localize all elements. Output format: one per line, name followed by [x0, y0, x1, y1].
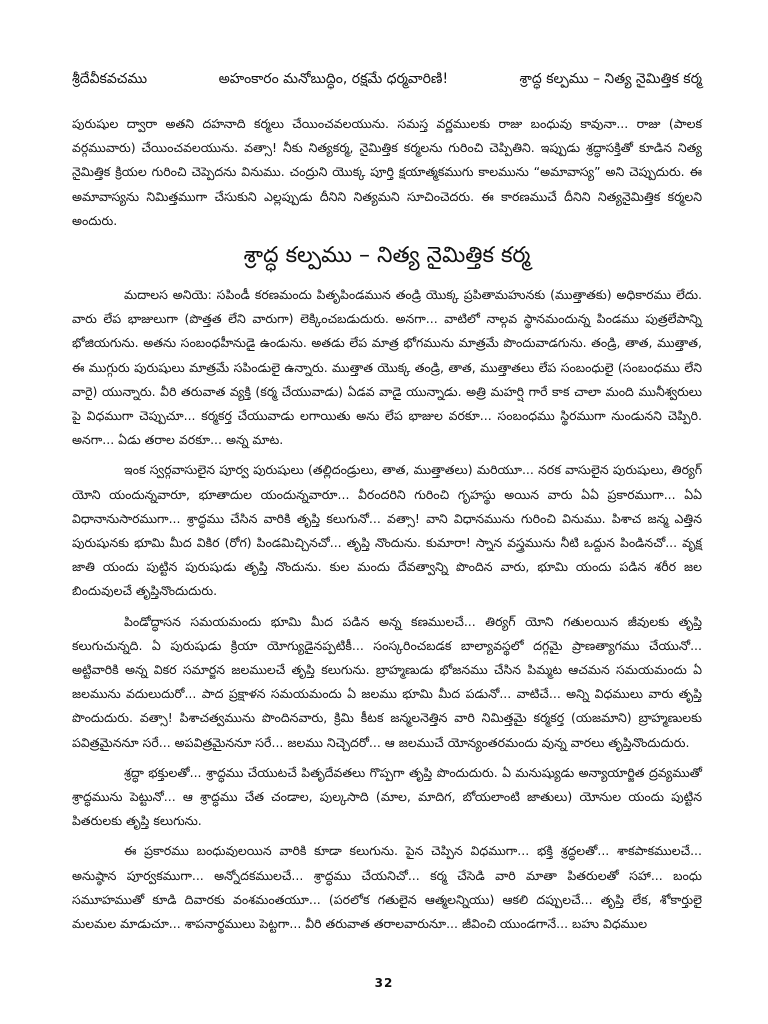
paragraph-5: ఈ ప్రకారము బంధువులయిన వారికి కూడా కలుగును. పైన చెప్పిన విధముగా... భక్తి శ్రద్ధలతో... శాకపాకములచే... అనుష్ఠాన పూర్వకముగా... అన్నోదకములచే... శ్రాద్ధము చేయనిచో... కర్మ చేసెడి వారి మాతా పితరులతో సహా... బంధు సమూహముతో కూడి దివారకు వంశమంతయూ... (పరలోక గతులైన ఆత్మలన్నియు) ఆకలి దప్పులచే... తృప్తి లేక, శోకార్తులై మలమల మాడుచూ... శాపనార్థములు పెట్టగా... వీరి తరువాత తరాలవారునూ... జీవించి యుండగానే... బహు విధముల — [72, 843, 702, 932]
header-book-title: శ్రీదేవీకవచము — [72, 70, 148, 87]
paragraph-4: శ్రద్ధా భక్తులతో... శ్రాద్ధము చేయుటచే పితృదేవతలు గొప్పగా తృప్తి పొందుదురు. ఏ మనుష్యుడు అన్యాయార్జిత ద్రవ్యముతో శ్రాద్ధమును పెట్టునో... ఆ శ్రాద్ధము చేత చండాల, పుల్కసాది (మాల, మాదిగ, బోయలాంటి జాతులు) యోనుల యందు పుట్టిన పితరులకు తృప్తి కలుగును. — [72, 764, 702, 829]
intro-paragraph: పురుషుల ద్వారా అతని దహనాది కర్మలు చేయించవలయును. సమస్త వర్ణములకు రాజు బంధువు కావునా... రాజు (పాలక వర్గమువారు) చేయించవలయును. వత్సా! నీకు నిత్యకర్మ, నైమిత్తిక కర్మలను గురించి చెప్పితిని. ఇప్పుడు శ్రద్ధాసక్తితో కూడిన నిత్య నైమిత్తిక క్రియల గురించి చెప్పెదను వినుము. చంద్రుని యొక్క పూర్తి క్షయాత్మకముగు కాలమును “అమావాస్య” అని చెప్పుదురు. ఈ అమావాస్యను నిమిత్తముగా చేసుకుని ఎల్లప్పుడు దీనిని నిత్యమని సూచించెదరు. ఈ కారణముచే దీనిని నిత్యనైమిత్తిక కర్మలని అందురు. — [72, 116, 702, 228]
section-title: శ్రాద్ధ కల్పము – నిత్య నైమిత్తిక కర్మ — [243, 243, 531, 269]
page-number: 32 — [374, 976, 394, 990]
paragraph-3: పిండోద్ధాసన సమయమందు భూమి మీద పడిన అన్న కణములచే... తిర్యగ్ యోని గతులయిన జీవులకు తృప్తి కలుగుచున్నది. ఏ పురుషుడు క్రియా యోగ్యుడైనప్పటికీ... సంస్కరించబడక బాల్యావస్థలో దగ్గమై ప్రాణత్యాగము చేయునో... అట్టివారికి అన్న వికర సమార్జన జలములచే తృప్తి కలుగును. బ్రాహ్మణుడు భోజనము చేసిన పిమ్మట ఆచమన సమయమందు ఏ జలమును వదులుదురో... పాద ప్రక్షాళన సమయమందు ఏ జలము భూమి మీద పడునో... వాటిచే... అన్ని విధములు వారు తృప్తి పొందుదురు. వత్సా! పిశాచత్వమును పొందినవారు, క్రిమి కీటక జన్మలనెత్తిన వారి నిమిత్తమై కర్మకర్త (యజమాని) బ్రాహ్మణులకు పవిత్రమైననూ సరే... అపవిత్రమైననూ సరే... జలము నిచ్చెదరో... ఆ జలముచే యోన్యంతరమందు వున్న వారలు తృప్తినొందుదురు. — [72, 613, 702, 750]
header-chapter-title: శ్రాద్ధ కల్పము – నిత్య నైమిత్తిక కర్మ — [519, 70, 702, 87]
paragraph-1: మదాలస అనియె: సపిండీ కరణమందు పితృపిండమున తండ్రి యొక్క ప్రపితామహునకు (ముత్తాతకు) అధికారము లేదు. వారు లేప భాజులుగా (పొత్తత లేని వారుగా) లెక్కించబడుదురు. అనగా... వాటిలో నాల్గవ స్థానమందున్న పిండము పుత్రలేపాన్ని భోజియగును. అతను సంబంధహీనుడై ఉండును. అతడు లేప మాత్ర భోగమును మాత్రమే పొందువాడగును. తండ్రి, తాత, ముత్తాత, ఈ ముగ్గురు పురుషులు మాత్రమే సపిండులై ఉన్నారు. ముత్తాత యొక్క తండ్రి, తాత, ముత్తాతలు లేప సంబంధులై (సంబంధము లేని వారై) యున్నారు. వీరి తరువాత వ్యక్తి (కర్మ చేయువాడు) ఏడవ వాడై యున్నాడు. అత్రి మహర్షి గారే కాక చాలా మంది మునీశ్వరులు పై విధముగా చెప్పుచూ... కర్మకర్త చేయువాడు లగాయితు అను లేప భాజుల వరకూ... సంబంధము స్థిరముగా నుండునని చెప్పిరి. అనగా... ఏడు తరాల వరకూ... అన్న మాట. — [72, 287, 702, 448]
page-body — [72, 112, 702, 942]
header-verse: అహంకారం మనోబుద్ధిం, రక్షమే ధర్మవారిణి! — [218, 70, 449, 87]
paragraph-2: ఇంక స్వర్గవాసులైన పూర్వ పురుషులు (తల్లిదండ్రులు, తాత, ముత్తాతలు) మరియూ... నరక వాసులైన పురుషులు, తిర్యగ్ యోని యందున్నవారూ, భూతాదుల యందున్నవారూ... వీరందరిని గురించి గృహస్థు అయిన వారు ఏఏ ప్రకారముగా... ఏఏ విధానానుసారముగా... శ్రాద్ధము చేసిన వారికి తృప్తి కలుగునో... వత్సా! వాని విధానమును గురించి వినుము. పిశాచ జన్మ ఎత్తిన పురుషునకు భూమి మీద వికిర (రోగ) పిండమిచ్చినచో... తృప్తి నొందును. కుమారా! స్నాన వస్త్రమును నీటి ఒద్దున పిండినచో... వృక్ష జాతి యందు పుట్టిన పురుషుడు తృప్తి నొందును. కుల మందు దేవత్వాన్ని పొందిన వారు, భూమి యందు పడిన శరీర జల బిందువులచే తృప్తినొందుదురు. — [72, 462, 702, 599]
page-header — [72, 66, 702, 94]
